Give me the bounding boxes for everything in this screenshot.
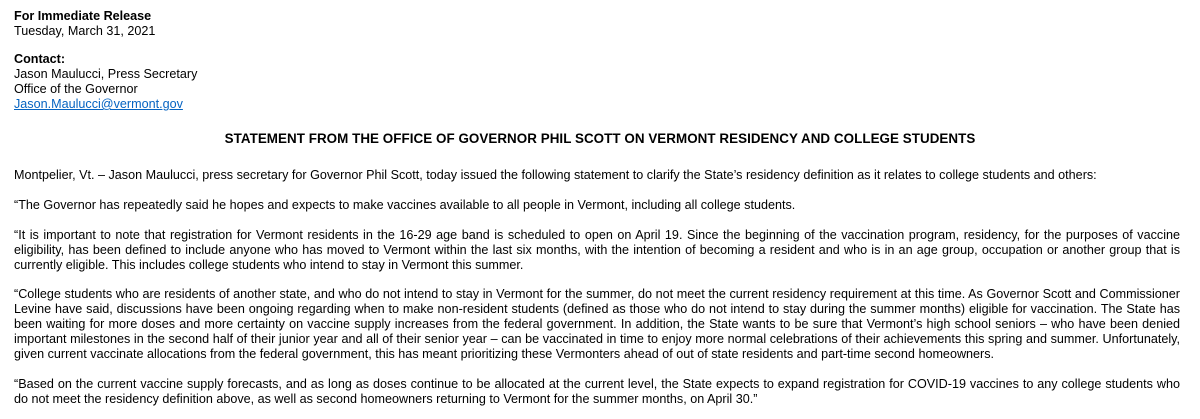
contact-name-title: Jason Maulucci, Press Secretary <box>14 67 198 81</box>
release-label: For Immediate Release <box>14 9 152 23</box>
paragraph-intro: Montpelier, Vt. – Jason Maulucci, press secretary for Governor Phil Scott, today issued the following statement to clarify the State’s residency definition as it relates to college students and others: <box>14 168 1097 182</box>
paragraph-quote-1: “The Governor has repeatedly said he hopes and expects to make vaccines available to all people in Vermont, including all college students. <box>14 198 796 212</box>
contact-label: Contact: <box>14 52 66 66</box>
release-date: Tuesday, March 31, 2021 <box>14 24 156 38</box>
contact-block <box>14 52 197 112</box>
contact-email-link[interactable]: Jason.Maulucci@vermont.gov <box>14 97 183 111</box>
statement-title: STATEMENT FROM THE OFFICE OF GOVERNOR PHIL SCOTT ON VERMONT RESIDENCY AND COLLEGE STUDENTS <box>224 131 976 146</box>
contact-office: Office of the Governor <box>14 82 138 96</box>
release-header <box>14 9 155 39</box>
paragraph-quote-4: “Based on the current vaccine supply forecasts, and as long as doses continue to be allocated at the current level, the State expects to expand registration for COVID-19 vaccines to any college students who do not meet the residency definition above, as well as second homeowners returning to Vermont for the summer months, on April 30.” <box>14 377 1180 406</box>
paragraph-quote-2: “It is important to note that registration for Vermont residents in the 16-29 age band is scheduled to open on April 19. Since the beginning of the vaccination program, residency, for the purposes of vaccine eligibility, has been defined to include anyone who has moved to Vermont within the last six months, with the intention of becoming a resident and who is in an age group, occupation or another group that is currently eligible. This includes college students who intend to stay in Vermont this summer. <box>14 228 1180 272</box>
paragraph-quote-3: “College students who are residents of another state, and who do not intend to stay in Vermont for the summer, do not meet the current residency requirement at this time. As Governor Scott and Commissioner Levine have said, discussions have been ongoing regarding when to make non-resident students (defined as those who do not intend to stay during the summer months) eligible for vaccination. The State has been waiting for more doses and more certainty on vaccine supply increases from the federal government. In addition, the State wants to be sure that Vermont’s high school seniors – who have been denied important milestones in the second half of their junior year and all of their senior year – can be vaccinated in time to enjoy more normal celebrations of their achievements this spring and summer. Unfortunately, given current vaccinate allocations from the federal government, this has meant prioritizing these Vermonters ahead of out of state residents and part-time second homeowners. <box>14 287 1180 361</box>
